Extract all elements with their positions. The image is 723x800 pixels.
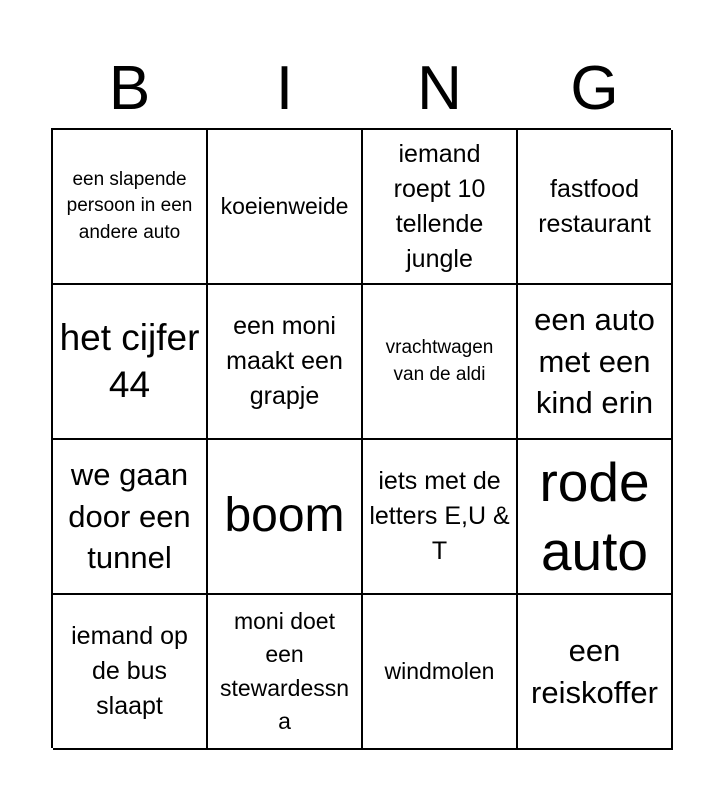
bingo-cell-r2c1[interactable]: het cijfer 44 [53,285,208,440]
bingo-cell-r2c4[interactable]: een auto met een kind erin [518,285,673,440]
header-letter-b: B [108,54,151,123]
header-letter-n: N [417,54,462,123]
bingo-cell-r4c4[interactable]: een reiskoffer [518,595,673,750]
bingo-cell-r3c3[interactable]: iets met de letters E,U & T [363,440,518,595]
bingo-cell-r1c2[interactable]: koeienweide [208,130,363,285]
bingo-cell-r3c4[interactable]: rode auto [518,440,673,595]
bingo-cell-r1c4[interactable]: fastfood restaurant [518,130,673,285]
bingo-cell-r3c2[interactable]: boom [208,440,363,595]
bingo-header [52,50,672,128]
bingo-cell-r4c1[interactable]: iemand op de bus slaapt [53,595,208,750]
bingo-cell-r2c3[interactable]: vrachtwagen van de aldi [363,285,518,440]
bingo-cell-r1c3[interactable]: iemand roept 10 tellende jungle [363,130,518,285]
bingo-cell-r4c3[interactable]: windmolen [363,595,518,750]
header-letter-i: I [275,54,294,123]
header-letter-g: G [570,54,619,123]
bingo-cell-r1c1[interactable]: een slapende persoon in een andere auto [53,130,208,285]
bingo-cell-r2c2[interactable]: een moni maakt een grapje [208,285,363,440]
bingo-cell-r4c2[interactable]: moni doet een stewardessna [208,595,363,750]
bingo-board [51,128,671,748]
bingo-cell-r3c1[interactable]: we gaan door een tunnel [53,440,208,595]
